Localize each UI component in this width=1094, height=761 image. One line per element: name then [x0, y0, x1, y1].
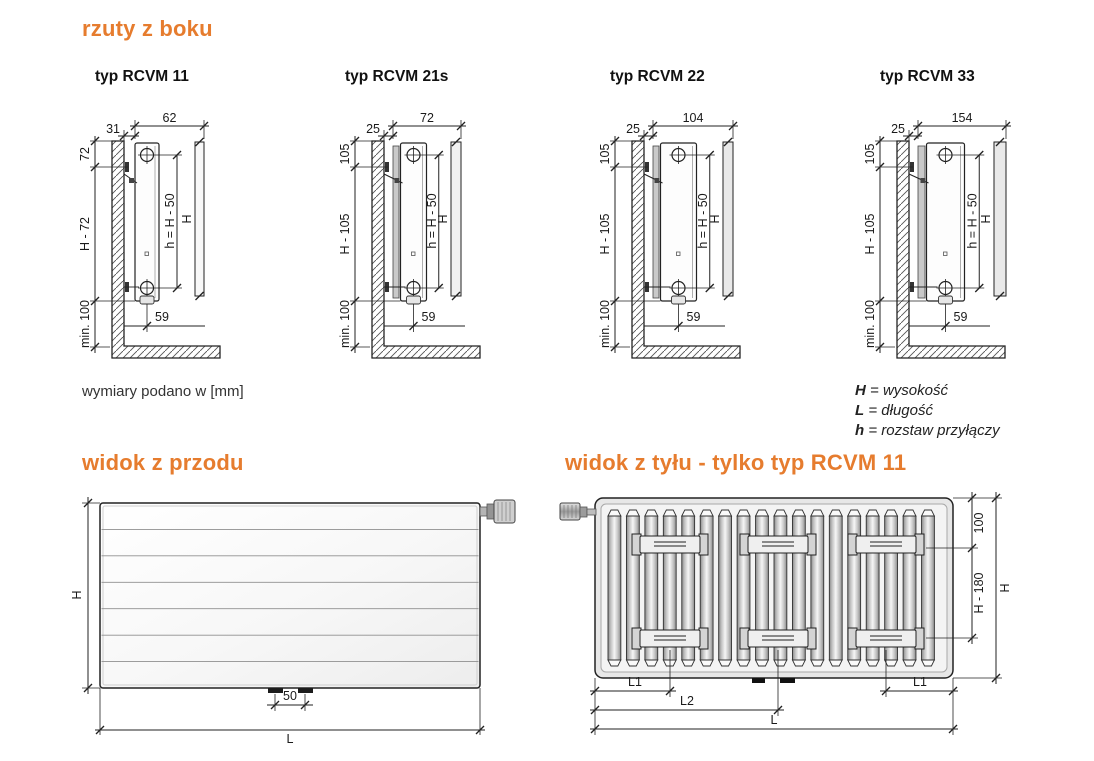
side-view-drawing-rcvm-21s: [320, 106, 570, 374]
dim-l2: L2: [680, 694, 694, 708]
dim-top-offset: 72: [78, 147, 92, 161]
convector-fin: [608, 516, 621, 660]
bottom-tab: [752, 678, 765, 683]
dim-length: L: [286, 732, 294, 746]
mounting-bracket: [748, 536, 808, 553]
dim-height: H: [979, 214, 993, 224]
bracket-clip: [655, 178, 660, 183]
radiator-body-side: [927, 143, 965, 301]
front-panel-side: [994, 142, 1006, 296]
dim-pipe-offset: 59: [421, 310, 436, 324]
dim-height: H: [998, 583, 1012, 593]
dim-depth: 104: [682, 111, 704, 125]
valve-knob: [560, 503, 580, 520]
dim-pipe-offset: 59: [155, 310, 169, 324]
dim-tab-spacing: 50: [283, 689, 297, 703]
dim-l1-left: L1: [628, 675, 642, 689]
front-panel: [100, 503, 480, 688]
valve-connector: [587, 509, 596, 515]
section-title-front-view: widok z przodu: [82, 450, 244, 475]
dim-l1-right: L1: [913, 675, 927, 689]
units-note: wymiary podano w [mm]: [82, 383, 244, 400]
dim-bracket-top: 100: [972, 512, 986, 534]
legend-item-length: L = długość: [855, 402, 933, 419]
side-view-drawing-rcvm-22: [580, 106, 830, 374]
legend-item-connection: h = rozstaw przyłączy: [855, 422, 1000, 439]
mounting-bracket: [640, 630, 700, 647]
mounting-bracket: [640, 536, 700, 553]
side-view-drawing-rcvm-33: [845, 106, 1094, 374]
dim-connection-spacing: h = H - 50: [965, 193, 980, 249]
bracket-clip: [921, 178, 926, 183]
mounting-bracket: [856, 536, 916, 553]
type-title-rcvm-22: typ RCVM 22: [610, 68, 705, 85]
bracket-clip: [129, 178, 134, 183]
type-title-rcvm-21s: typ RCVM 21s: [345, 68, 449, 85]
dim-floor-clearance: min. 100: [598, 300, 612, 348]
dim-height: H: [708, 214, 722, 224]
dim-height: H: [436, 214, 450, 224]
dimension-legend: [855, 381, 1000, 441]
bottom-tab: [780, 678, 795, 683]
dim-pipe-offset: 59: [686, 310, 701, 324]
convector-fin: [653, 146, 659, 298]
dim-length: L: [770, 713, 778, 727]
dim-top-offset: 105: [338, 143, 352, 165]
dim-wall-gap: 25: [891, 122, 905, 136]
type-title-rcvm-11: typ RCVM 11: [95, 68, 189, 85]
convector-fin: [829, 516, 842, 660]
rear-view-drawing: [550, 483, 1094, 759]
dim-depth: 154: [951, 111, 973, 125]
convector-fin: [719, 516, 732, 660]
section-title-side-views: rzuty z boku: [82, 16, 213, 41]
dim-height-minus-top: H - 105: [338, 213, 352, 255]
front-panel-side: [451, 142, 461, 296]
dim-top-offset: 105: [598, 143, 612, 165]
mounting-bracket: [856, 630, 916, 647]
dim-wall-gap: 25: [366, 122, 380, 136]
bottom-tab: [298, 688, 313, 693]
bottom-tab: [268, 688, 283, 693]
dim-depth: 62: [162, 111, 177, 125]
dim-floor-clearance: min. 100: [338, 300, 352, 348]
dim-connection-spacing: h = H - 50: [163, 193, 177, 249]
dim-height: H: [70, 590, 84, 600]
front-view-drawing: [55, 483, 545, 759]
convector-fin: [393, 146, 399, 298]
legend-item-height: H = wysokość: [855, 382, 948, 399]
dim-wall-gap: 25: [626, 122, 640, 136]
dim-floor-clearance: min. 100: [863, 300, 877, 348]
dim-bracket-span: H - 180: [972, 572, 986, 614]
dim-height-minus-top: H - 105: [863, 213, 877, 255]
dim-height: H: [180, 214, 194, 224]
dim-connection-spacing: h = H - 50: [695, 193, 710, 249]
mounting-bracket: [748, 630, 808, 647]
dim-floor-clearance: min. 100: [78, 300, 92, 348]
dim-height-minus-top: H - 72: [78, 216, 92, 252]
type-title-rcvm-33: typ RCVM 33: [880, 68, 975, 85]
convector-fin: [918, 146, 925, 298]
dim-depth: 72: [420, 111, 434, 125]
dim-connection-spacing: h = H - 50: [424, 193, 439, 249]
section-title-rear-view: widok z tyłu - tylko typ RCVM 11: [565, 450, 907, 475]
valve-connector: [480, 507, 487, 516]
front-panel-side: [723, 142, 733, 296]
bottom-valve: [140, 296, 154, 304]
bottom-valve: [939, 296, 953, 304]
front-panel-side: [195, 142, 204, 296]
bottom-valve: [407, 296, 421, 304]
dim-height-minus-top: H - 105: [598, 213, 612, 255]
bottom-valve: [672, 296, 686, 304]
radiator-body-side: [661, 143, 697, 301]
dim-top-offset: 105: [863, 143, 877, 165]
valve-knob: [494, 500, 515, 523]
dim-pipe-offset: 59: [953, 310, 968, 324]
dim-wall-gap: 31: [106, 122, 120, 136]
side-view-drawing-rcvm-11: [60, 106, 310, 374]
bracket-clip: [395, 178, 400, 183]
